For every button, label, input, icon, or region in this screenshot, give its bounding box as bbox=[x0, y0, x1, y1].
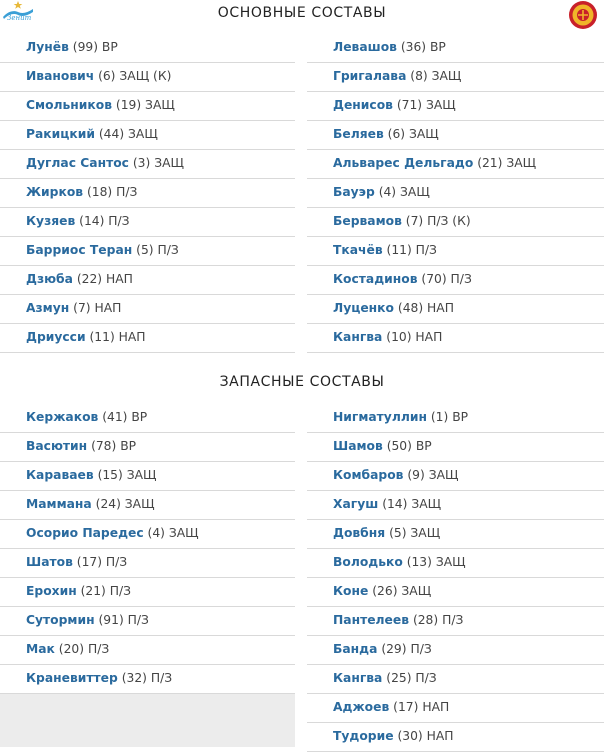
player-entry bbox=[333, 468, 458, 482]
player-entry bbox=[26, 468, 156, 482]
lineups-header bbox=[0, 0, 604, 26]
player-number-position: (19) ЗАЩ bbox=[112, 98, 175, 112]
player-number-position: (7) П/З (К) bbox=[401, 214, 471, 228]
home-starting-list bbox=[0, 34, 295, 353]
player-row[interactable] bbox=[0, 549, 295, 578]
player-number-position: (6) ЗАЩ (К) bbox=[94, 69, 172, 83]
player-row[interactable] bbox=[307, 92, 604, 121]
player-row[interactable] bbox=[307, 665, 604, 694]
svg-text:Зенит: Зенит bbox=[7, 14, 32, 22]
player-number-position: (30) НАП bbox=[393, 729, 454, 743]
player-number-position: (5) ЗАЩ bbox=[385, 526, 441, 540]
player-number-position: (11) П/З bbox=[382, 243, 437, 257]
player-name[interactable]: Жирков bbox=[26, 185, 84, 199]
player-row[interactable] bbox=[307, 578, 604, 607]
player-row[interactable] bbox=[0, 462, 295, 491]
player-row[interactable] bbox=[307, 520, 604, 549]
player-entry bbox=[26, 555, 127, 569]
player-name[interactable]: Кангва bbox=[333, 671, 383, 685]
player-row[interactable] bbox=[307, 404, 604, 433]
player-entry bbox=[333, 642, 432, 656]
player-row[interactable] bbox=[0, 92, 295, 121]
player-row[interactable] bbox=[307, 237, 604, 266]
player-entry bbox=[333, 584, 431, 598]
player-entry bbox=[26, 497, 155, 511]
player-name[interactable]: Караваев bbox=[26, 468, 94, 482]
away-substitutes-list bbox=[307, 404, 604, 747]
player-entry bbox=[26, 214, 130, 228]
player-entry bbox=[26, 671, 172, 685]
player-row[interactable] bbox=[307, 179, 604, 208]
player-name[interactable]: Ракицкий bbox=[26, 127, 95, 141]
player-entry bbox=[333, 301, 454, 315]
player-number-position: (17) П/З bbox=[72, 555, 128, 569]
player-number-position: (3) ЗАЩ bbox=[128, 156, 184, 170]
player-number-position: (26) ЗАЩ bbox=[368, 584, 432, 598]
substitutes-title: ЗАПАСНЫЕ СОСТАВЫ bbox=[219, 374, 385, 390]
player-number-position: (1) ВР bbox=[426, 410, 469, 424]
player-row[interactable] bbox=[307, 63, 604, 92]
player-entry bbox=[333, 156, 536, 170]
player-row[interactable] bbox=[0, 324, 295, 353]
player-row[interactable] bbox=[307, 433, 604, 462]
player-entry bbox=[26, 584, 131, 598]
player-name[interactable]: Иванович bbox=[26, 69, 95, 83]
player-entry bbox=[26, 613, 149, 627]
player-number-position: (91) П/З bbox=[94, 613, 149, 627]
player-row[interactable] bbox=[307, 295, 604, 324]
player-row[interactable] bbox=[307, 491, 604, 520]
player-name[interactable]: Дриусси bbox=[26, 330, 86, 344]
player-entry bbox=[26, 127, 158, 141]
player-entry bbox=[333, 671, 437, 685]
player-number-position: (8) ЗАЩ bbox=[406, 69, 462, 83]
player-row[interactable] bbox=[0, 295, 295, 324]
player-name[interactable]: Пантелеев bbox=[333, 613, 410, 627]
player-number-position: (4) ЗАЩ bbox=[143, 526, 199, 540]
player-entry bbox=[26, 410, 147, 424]
player-name[interactable]: Бауэр bbox=[333, 185, 375, 199]
player-name[interactable]: Краневиттер bbox=[26, 671, 118, 685]
player-number-position: (41) ВР bbox=[98, 410, 148, 424]
player-entry bbox=[26, 98, 175, 112]
player-row[interactable] bbox=[0, 266, 295, 295]
player-row[interactable] bbox=[307, 694, 604, 723]
player-entry bbox=[26, 272, 133, 286]
player-number-position: (5) П/З bbox=[132, 243, 179, 257]
player-row[interactable] bbox=[307, 121, 604, 150]
player-entry bbox=[333, 439, 432, 453]
player-name[interactable]: Смольников bbox=[26, 98, 112, 112]
player-row[interactable] bbox=[0, 404, 295, 433]
player-entry bbox=[26, 243, 179, 257]
player-name[interactable]: Маммана bbox=[26, 497, 92, 511]
player-row[interactable] bbox=[307, 723, 604, 752]
player-name[interactable]: Азмун bbox=[26, 301, 70, 315]
player-number-position: (17) НАП bbox=[389, 700, 450, 714]
player-name[interactable]: Довбня bbox=[333, 526, 386, 540]
player-number-position: (78) ВР bbox=[87, 439, 137, 453]
player-name[interactable]: Ерохин bbox=[26, 584, 77, 598]
player-entry bbox=[333, 214, 471, 228]
player-entry bbox=[26, 301, 121, 315]
player-number-position: (36) ВР bbox=[396, 40, 446, 54]
player-name[interactable]: Володько bbox=[333, 555, 403, 569]
player-entry bbox=[333, 272, 472, 286]
player-number-position: (25) П/З bbox=[382, 671, 437, 685]
player-entry bbox=[333, 526, 440, 540]
player-name[interactable]: Денисов bbox=[333, 98, 393, 112]
player-name[interactable]: Комбаров bbox=[333, 468, 404, 482]
player-name[interactable]: Луценко bbox=[333, 301, 394, 315]
player-number-position: (44) ЗАЩ bbox=[94, 127, 158, 141]
player-number-position: (10) НАП bbox=[382, 330, 443, 344]
player-number-position: (70) П/З bbox=[417, 272, 472, 286]
player-name[interactable]: Осорио Паредес bbox=[26, 526, 144, 540]
player-name[interactable]: Хагуш bbox=[333, 497, 379, 511]
player-row[interactable] bbox=[307, 266, 604, 295]
player-number-position: (71) ЗАЩ bbox=[392, 98, 456, 112]
player-row[interactable] bbox=[0, 636, 295, 665]
player-row[interactable] bbox=[0, 520, 295, 549]
player-entry bbox=[333, 555, 466, 569]
player-name[interactable]: Васютин bbox=[26, 439, 88, 453]
player-entry bbox=[26, 439, 136, 453]
player-row[interactable] bbox=[307, 34, 604, 63]
player-row[interactable] bbox=[0, 150, 295, 179]
player-name[interactable]: Альварес Дельгадо bbox=[333, 156, 474, 170]
player-number-position: (29) П/З bbox=[377, 642, 432, 656]
player-number-position: (6) ЗАЩ bbox=[383, 127, 439, 141]
player-row[interactable] bbox=[307, 607, 604, 636]
player-entry bbox=[26, 69, 171, 83]
player-name[interactable]: Барриос Теран bbox=[26, 243, 133, 257]
player-number-position: (9) ЗАЩ bbox=[403, 468, 459, 482]
player-row[interactable] bbox=[307, 150, 604, 179]
player-number-position: (15) ЗАЩ bbox=[93, 468, 157, 482]
player-name[interactable]: Дуглас Сантос bbox=[26, 156, 129, 170]
player-number-position: (14) П/З bbox=[75, 214, 130, 228]
player-row[interactable] bbox=[307, 462, 604, 491]
player-number-position: (4) ЗАЩ bbox=[374, 185, 430, 199]
player-number-position: (18) П/З bbox=[83, 185, 138, 199]
player-name[interactable]: Дзюба bbox=[26, 272, 73, 286]
player-row[interactable] bbox=[0, 208, 295, 237]
player-row[interactable] bbox=[0, 607, 295, 636]
player-name[interactable]: Григалава bbox=[333, 69, 407, 83]
player-number-position: (14) ЗАЩ bbox=[378, 497, 442, 511]
player-name[interactable]: Тудорие bbox=[333, 729, 394, 743]
player-name[interactable]: Мак bbox=[26, 642, 55, 656]
player-entry bbox=[333, 497, 441, 511]
player-entry bbox=[333, 127, 439, 141]
starting-lineups-title: ОСНОВНЫЕ СОСТАВЫ bbox=[217, 5, 387, 21]
player-name[interactable]: Коне bbox=[333, 584, 369, 598]
player-entry bbox=[333, 98, 456, 112]
player-name[interactable]: Банда bbox=[333, 642, 378, 656]
player-row[interactable] bbox=[0, 665, 295, 694]
player-entry bbox=[333, 700, 449, 714]
player-name[interactable]: Сутормин bbox=[26, 613, 95, 627]
player-number-position: (48) НАП bbox=[393, 301, 454, 315]
player-name[interactable]: Кангва bbox=[333, 330, 383, 344]
player-number-position: (32) П/З bbox=[117, 671, 173, 685]
home-substitutes-list bbox=[0, 404, 295, 747]
player-entry bbox=[26, 642, 109, 656]
player-number-position: (99) ВР bbox=[68, 40, 118, 54]
player-number-position: (50) ВР bbox=[382, 439, 432, 453]
player-row[interactable] bbox=[0, 433, 295, 462]
player-number-position: (11) НАП bbox=[85, 330, 146, 344]
player-name[interactable]: Ткачёв bbox=[333, 243, 383, 257]
player-entry bbox=[333, 243, 437, 257]
player-entry bbox=[333, 613, 463, 627]
player-row[interactable] bbox=[0, 34, 295, 63]
player-row[interactable] bbox=[0, 578, 295, 607]
player-row[interactable] bbox=[307, 636, 604, 665]
player-name[interactable]: Аджоев bbox=[333, 700, 390, 714]
player-name[interactable]: Беляев bbox=[333, 127, 384, 141]
player-entry bbox=[26, 330, 146, 344]
player-row[interactable] bbox=[0, 63, 295, 92]
player-entry bbox=[333, 69, 461, 83]
player-number-position: (24) ЗАЩ bbox=[91, 497, 155, 511]
player-row[interactable] bbox=[0, 179, 295, 208]
player-entry bbox=[26, 156, 184, 170]
player-name[interactable]: Левашов bbox=[333, 40, 397, 54]
player-entry bbox=[333, 330, 442, 344]
player-name[interactable]: Кержаков bbox=[26, 410, 99, 424]
player-entry bbox=[333, 40, 446, 54]
player-entry bbox=[26, 526, 199, 540]
away-starting-list bbox=[307, 34, 604, 353]
player-entry bbox=[26, 40, 118, 54]
player-row[interactable] bbox=[307, 549, 604, 578]
player-entry bbox=[333, 185, 430, 199]
player-name[interactable]: Кузяев bbox=[26, 214, 76, 228]
player-number-position: (22) НАП bbox=[72, 272, 133, 286]
player-number-position: (21) ЗАЩ bbox=[473, 156, 537, 170]
player-row[interactable] bbox=[0, 491, 295, 520]
player-name[interactable]: Шамов bbox=[333, 439, 383, 453]
player-name[interactable]: Лунёв bbox=[26, 40, 69, 54]
player-row[interactable] bbox=[307, 324, 604, 353]
player-number-position: (7) НАП bbox=[69, 301, 122, 315]
player-number-position: (21) П/З bbox=[76, 584, 132, 598]
player-number-position: (28) П/З bbox=[409, 613, 464, 627]
player-number-position: (20) П/З bbox=[54, 642, 110, 656]
player-row[interactable] bbox=[0, 121, 295, 150]
player-entry bbox=[333, 410, 468, 424]
player-row[interactable] bbox=[0, 237, 295, 266]
player-name[interactable]: Бервамов bbox=[333, 214, 402, 228]
player-row[interactable] bbox=[307, 208, 604, 237]
player-name[interactable]: Шатов bbox=[26, 555, 73, 569]
player-name[interactable]: Нигматуллин bbox=[333, 410, 427, 424]
player-entry bbox=[333, 729, 454, 743]
player-entry bbox=[26, 185, 137, 199]
player-name[interactable]: Костадинов bbox=[333, 272, 418, 286]
player-number-position: (13) ЗАЩ bbox=[402, 555, 466, 569]
